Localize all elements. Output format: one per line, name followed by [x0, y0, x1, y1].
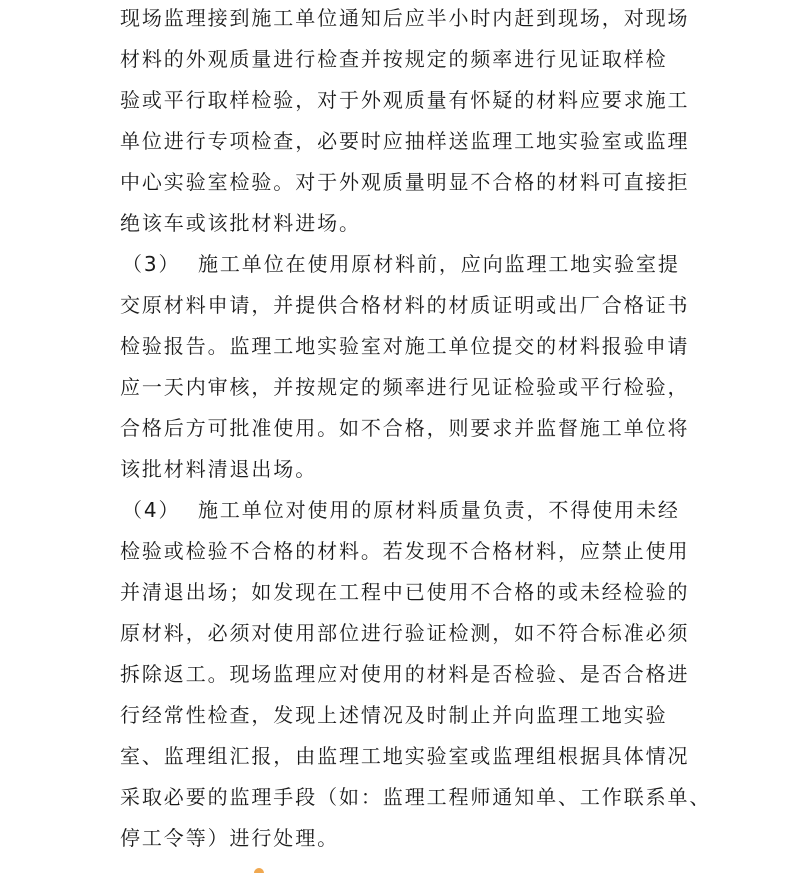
decorative-mark: [254, 868, 264, 873]
paragraph-line: 应一天内审核，并按规定的频率进行见证检验或平行检验，: [120, 375, 690, 399]
paragraph-line: 单位进行专项检查，必要时应抽样送监理工地实验室或监理: [120, 129, 690, 153]
paragraph-line: 室、监理组汇报，由监理工地实验室或监理组根据具体情况: [120, 744, 690, 768]
item-number-3: （3）: [122, 252, 181, 276]
item-number-4: （4）: [122, 498, 181, 522]
numbered-paragraph-4: [122, 490, 680, 530]
paragraph-line: 施工单位对使用的原材料质量负责，不得使用未经: [198, 498, 680, 522]
paragraph-line: 材料的外观质量进行检查并按规定的频率进行见证取样检: [120, 47, 668, 71]
paragraph-line: 检验报告。监理工地实验室对施工单位提交的材料报验申请: [120, 334, 690, 358]
paragraph-line: 检验或检验不合格的材料。若发现不合格材料，应禁止使用: [120, 539, 690, 563]
paragraph-line: 中心实验室检验。对于外观质量明显不合格的材料可直接拒: [120, 170, 690, 194]
paragraph-line: 该批材料清退出场。: [120, 457, 318, 481]
paragraph-line: 现场监理接到施工单位通知后应半小时内赶到现场，对现场: [120, 6, 690, 30]
paragraph-line: 行经常性检查，发现上述情况及时制止并向监理工地实验: [120, 703, 668, 727]
paragraph-line: 施工单位在使用原材料前，应向监理工地实验室提: [198, 252, 680, 276]
paragraph-line: 交原材料申请，并提供合格材料的材质证明或出厂合格证书: [120, 293, 690, 317]
paragraph-line: 采取必要的监理手段（如：监理工程师通知单、工作联系单、: [120, 785, 712, 809]
paragraph-line: 验或平行取样检验，对于外观质量有怀疑的材料应要求施工: [120, 88, 690, 112]
numbered-paragraph-3: [122, 244, 680, 284]
paragraph-line: 绝该车或该批材料进场。: [120, 211, 361, 235]
paragraph-line: 并清退出场；如发现在工程中已使用不合格的或未经检验的: [120, 580, 690, 604]
paragraph-line: 合格后方可批准使用。如不合格，则要求并监督施工单位将: [120, 416, 690, 440]
paragraph-line: 停工令等）进行处理。: [120, 826, 339, 850]
paragraph-line: 原材料，必须对使用部位进行验证检测，如不符合标准必须: [120, 621, 690, 645]
paragraph-line: 拆除返工。现场监理应对使用的材料是否检验、是否合格进: [120, 662, 690, 686]
